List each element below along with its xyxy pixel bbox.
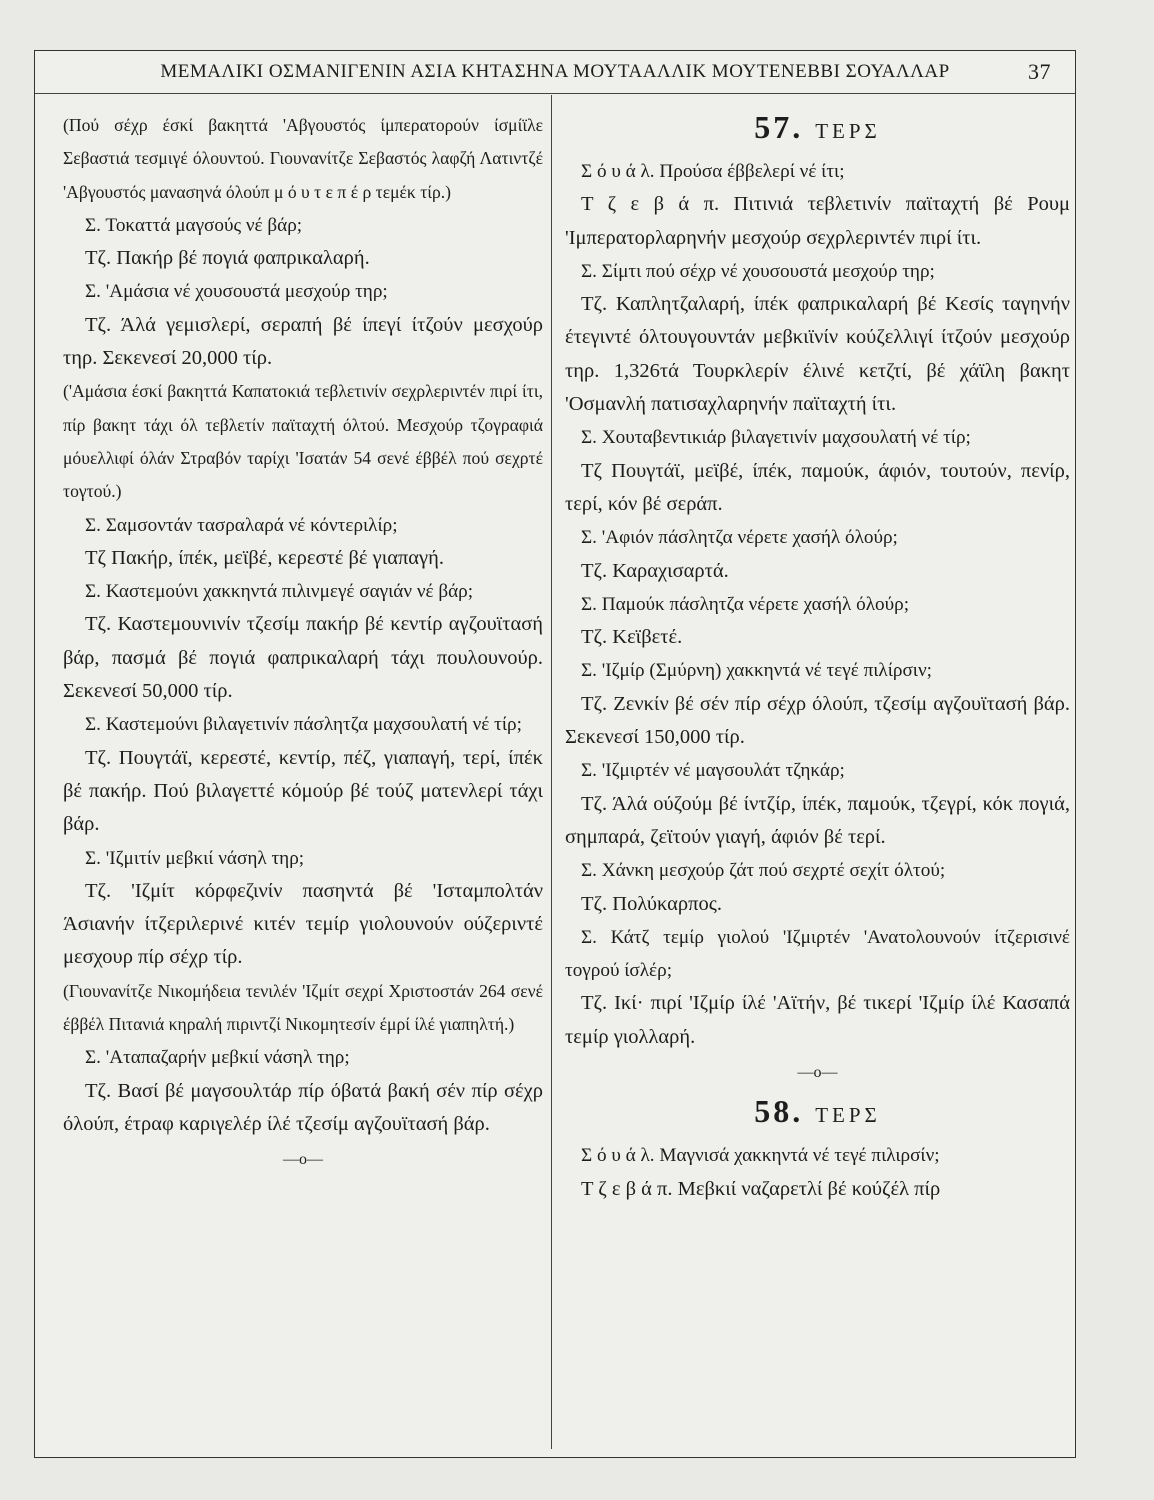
question: Σ. 'Αταπαζαρήν μεβκιί νάσηλ τηρ; [85, 1047, 350, 1069]
note-paragraph: ('Αμάσια έσκί βακηττά Καπατοκιά τεβλετινίν σεχρλεριντέν πιρί ίτι, πίρ βακητ τάχι όλ τεβλετίν παϊταχτή όλτού. Μεσχούρ τζογραφιά μόυελλιφί όλάν Στραβόν ταρίχι 'Ισατάν 54 σενέ έββέλ πού σεχρτέ τογτού.) [63, 381, 543, 502]
answer: Τζ. Πουγτάϊ, κερεστέ, κεντίρ, πέζ, γιαπαγή, τερί, ίπέκ βέ πακήρ. Πού βιλαγεττέ κόμούρ βέ τούζ ματενλερί τάχι βάρ. [63, 746, 543, 836]
answer: Τζ. 'Ιζμίτ κόρφεζινίν πασηντά βέ 'Ισταμπολτάν Άσιανήν ίτζεριλερινέ κιτέν τεμίρ γιολουνούν ούζεριντέ μεσχουρ πίρ σέχρ τίρ. [63, 879, 543, 969]
question: Σ. Καστεμούνι βιλαγετινίν πάσλητζα μαχσουλατή νέ τίρ; [85, 714, 522, 736]
column-divider [551, 95, 552, 1449]
lesson-word: ΤΕΡΣ [815, 119, 881, 143]
page-number: 37 [1028, 59, 1051, 84]
answer: Τζ. Άλά ούζούμ βέ ίντζίρ, ίπέκ, παμούκ, τζεγρί, κόκ πογιά, σημπαρά, ζεϊτούν γιαγή, άφιόν βέ τερί. [565, 792, 1070, 848]
question: Σ. Σίμτι πού σέχρ νέ χουσουστά μεσχούρ τηρ; [581, 260, 935, 282]
lesson-number: 57. [754, 109, 804, 145]
answer: Τζ. Βασί βέ μαγσουλτάρ πίρ όβατά βακή σέν πίρ σέχρ όλούπ, έτραφ καριγελέρ ίλέ τζεσίμ αγζουϊτασή βάρ. [63, 1079, 543, 1135]
question: Σ. Σαμσοντάν τασραλαρά νέ κόντεριλίρ; [85, 514, 398, 536]
book-page [34, 50, 1076, 1458]
lesson-word: ΤΕΡΣ [815, 1103, 881, 1128]
answer: Τζ. Καστεμουνινίν τζεσίμ πακήρ βέ κεντίρ αγζουϊτασή βάρ, πασμά βέ πογιά φαπρικαλαρή τάχι πουλουνούρ. Σεκενεσί 50,000 τίρ. [63, 613, 543, 703]
answer: Τζ. Πολύκαρπος. [581, 892, 722, 915]
question: Σ. 'Αμάσια νέ χουσουστά μεσχούρ τηρ; [85, 281, 388, 303]
lesson-58-title [565, 1093, 1070, 1133]
question: Σ. 'Ιζμιτίν μεβκιί νάσηλ τηρ; [85, 847, 305, 869]
answer: Τζ. Ζενκίν βέ σέν πίρ σέχρ όλούπ, τζεσίμ αγζουϊτασή βάρ. Σεκενεσί 150,000 τίρ. [565, 692, 1070, 749]
lesson-57-title [565, 109, 1070, 149]
note-paragraph: (Γιουνανίτζε Νικομήδεια τενιλέν 'Ιζμίτ σεχρί Χριστοστάν 264 σενέ έββέλ Πιτανιά κηραλή πιριντζί Νικομητεσίν έμρί ίλέ γιαπηλτή.) [63, 980, 543, 1035]
answer: Τ ζ ε β ά π. Πιτινιά τεβλετινίν παϊταχτή βέ Ρουμ 'Ιμπερατορλαρηνήν μεσχούρ σεχρλεριντέν πιρί ίτι. [565, 193, 1070, 249]
question: Σ ό υ ά λ. Προύσα έββελερί νέ ίτι; [581, 161, 845, 182]
question: Σ. 'Ιζμίρ (Σμύρνη) χακκηντά νέ τεγέ πιλίρσιν; [581, 660, 932, 682]
running-header [35, 51, 1075, 94]
question: Σ. Χάνκη μεσχούρ ζάτ πού σεχρτέ σεχίτ όλτού; [581, 860, 946, 882]
answer: Τ ζ ε β ά π. Μεβκιί ναζαρετλί βέ κούζέλ πίρ [581, 1177, 941, 1200]
answer: Τζ. Πακήρ βέ πογιά φαπρικαλαρή. [85, 247, 370, 270]
answer: Τζ Πουγτάϊ, μεϊβέ, ίπέκ, παμούκ, άφιόν, τουτούν, πενίρ, τερί, κόν βέ σεράπ. [565, 459, 1070, 515]
running-header-title: ΜΕΜΑΛΙΚΙ ΟΣΜΑΝΙΓΕΝΙΝ ΑΣΙΑ ΚΗΤΑΣΗΝΑ ΜΟΥΤΑΑΛΛΙΚ ΜΟΥΤΕΝΕΒΒΙ ΣΟΥΑΛΛΑΡ [160, 61, 950, 82]
note-paragraph: (Πού σέχρ έσκί βακηττά 'Αβγουστός ίμπερατορούν ίσμίϊλε Σεβαστιά τεσμιγέ όλουντού. Γιουνανίτζε Σεβαστός λαφζή Λατιντζέ 'Αβγουστός μανασηνά όλούπ μ ό υ τ ε π έ ρ τεμέκ τίρ.) [63, 115, 543, 202]
answer: Τζ. Άλά γεμισλερί, σεραπή βέ ίπεγί ίτζούν μεσχούρ τηρ. Σεκενεσί 20,000 τίρ. [63, 313, 543, 370]
question: Σ ό υ ά λ. Μαγνισά χακκηντά νέ τεγέ πιλιρσίν; [581, 1145, 940, 1167]
question: Σ. Κάτζ τεμίρ γιολού 'Ιζμιρτέν 'Ανατολουνούν ίτζερισινέ τογρού ίσλέρ; [565, 926, 1070, 982]
lesson-number: 58. [754, 1093, 804, 1130]
section-separator: —ο— [797, 1064, 838, 1082]
question: Σ. Καστεμούνι χακκηντά πιλινμεγέ σαγιάν νέ βάρ; [85, 581, 474, 603]
answer: Τζ Πακήρ, ίπέκ, μεϊβέ, κερεστέ βέ γιαπαγή. [85, 546, 444, 569]
question: Σ. Χουταβεντικιάρ βιλαγετινίν μαχσουλατή νέ τίρ; [581, 427, 971, 449]
question: Σ. 'Ιζμιρτέν νέ μαγσουλάτ τζηκάρ; [581, 760, 845, 782]
question: Σ. 'Αφιόν πάσλητζα νέρετε χασήλ όλούρ; [581, 527, 898, 549]
answer: Τζ. Καραχισαρτά. [581, 559, 729, 582]
answer: Τζ. Κεϊβετέ. [581, 626, 683, 649]
right-column [565, 109, 1070, 1441]
left-column [63, 109, 543, 1441]
question: Σ. Τοκαττά μαγσούς νέ βάρ; [85, 214, 303, 236]
question: Σ. Παμούκ πάσλητζα νέρετε χασήλ όλούρ; [581, 593, 910, 615]
answer: Τζ. Ικί· πιρί 'Ιζμίρ ίλέ 'Αϊτήν, βέ τικερί 'Ιζμίρ ίλέ Κασαπά τεμίρ γιολλαρή. [565, 992, 1070, 1048]
answer: Τζ. Καπλητζαλαρή, ίπέκ φαπρικαλαρή βέ Κεσίς ταγηνήν έτεγιντέ όλτουγουντάν μεβκιϊνίν κούζελλιγί ίτζούν μεσχούρ τηρ. 1,326τά Τουρκλερίν έλινέ κετζτί, βέ χάϊλη βακητ 'Οσμανλή πατισαχλαρηνήν παϊταχτή ίτι. [565, 293, 1070, 416]
section-separator: —ο— [283, 1151, 323, 1169]
